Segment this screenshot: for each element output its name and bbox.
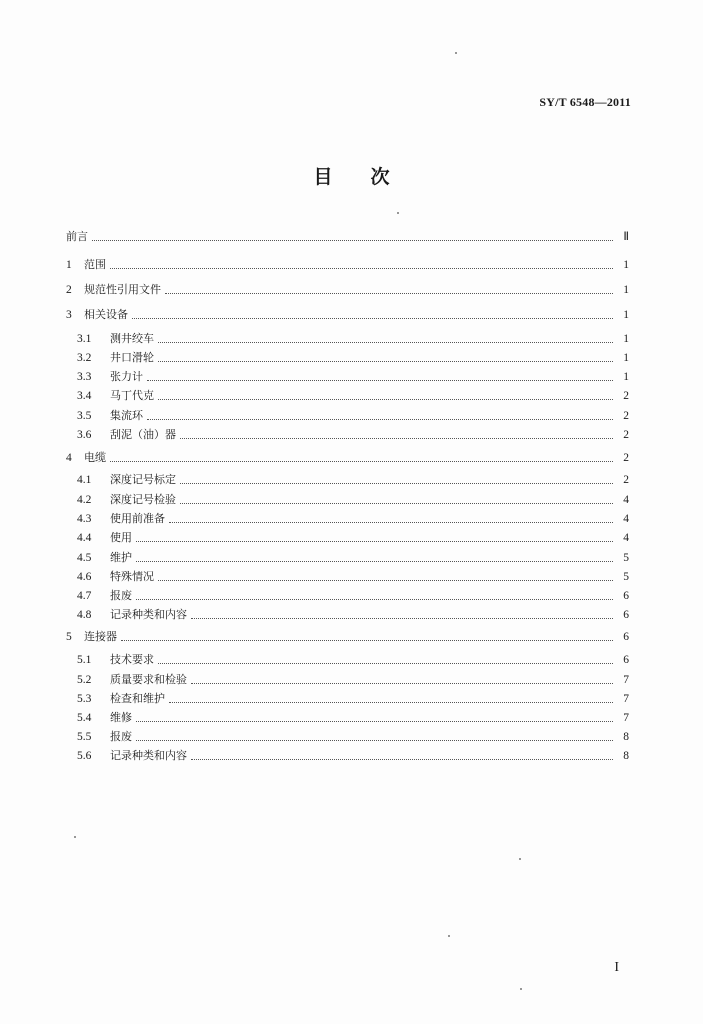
toc-entry-label: 维护 [110,551,132,564]
toc-entry-page: 2 [623,429,629,441]
toc-entry-number: 5.4 [77,712,92,724]
dot-leader [180,483,613,484]
toc-entry-label: 报废 [110,589,132,602]
standard-code: SY/T 6548—2011 [539,95,631,109]
toc-entry-label: 张力计 [110,370,143,383]
scan-speck [74,836,76,838]
dot-leader [147,419,613,420]
toc-entry-label: 电缆 [84,451,106,464]
dot-leader [110,268,613,269]
toc-entry [66,491,629,507]
toc-entry-label: 技术要求 [110,653,154,666]
dot-leader [180,438,613,439]
toc-entry-page: 8 [623,731,629,743]
toc-entry-page: 1 [623,309,629,321]
toc-entry [66,306,629,322]
toc-entry [66,709,629,725]
toc-entry-number: 3.3 [77,371,92,383]
toc-entry-label: 检查和维护 [110,692,165,705]
toc-entry-number: 4.1 [77,474,92,486]
toc-entry-number: 5.6 [77,750,92,762]
toc-entry-page: 4 [623,532,629,544]
dot-leader [165,293,613,294]
dot-leader [191,683,613,684]
scan-speck [520,988,522,990]
page-title: 目次 [313,166,428,188]
toc-entry-page: 5 [623,552,629,564]
toc-entry-label: 使用 [110,531,132,544]
toc-entry [66,568,629,584]
toc-entry-label: 刮泥（油）器 [110,428,176,441]
toc-entry [66,529,629,545]
toc-entry-page: 6 [623,654,629,666]
scan-speck [448,935,450,937]
dot-leader [158,663,613,664]
toc-entry-label: 质量要求和检验 [110,673,187,686]
toc-entry-label: 深度记号检验 [110,493,176,506]
toc-entry-page: 7 [623,674,629,686]
toc-entry [66,349,629,365]
toc-entry-label: 规范性引用文件 [84,283,161,296]
toc-entry-label: 记录种类和内容 [110,608,187,621]
dot-leader [92,240,613,241]
dot-leader [158,361,613,362]
toc-entry [66,281,629,297]
toc-entry-label: 使用前准备 [110,512,165,525]
toc-entry-number: 5.5 [77,731,92,743]
toc-entry-page: 5 [623,571,629,583]
toc-entry-page: 2 [623,410,629,422]
toc-entry [66,728,629,744]
toc-entry-label: 连接器 [84,630,117,643]
dot-leader [169,522,613,523]
dot-leader [191,759,613,760]
toc-entry [66,510,629,526]
toc-entry-page: 1 [623,284,629,296]
toc-entry-page: 1 [623,352,629,364]
toc-entry [66,256,629,272]
toc-entry-page: Ⅱ [623,231,629,243]
dot-leader [136,599,613,600]
dot-leader [136,541,613,542]
toc-entry [66,747,629,763]
toc-entry-number: 4 [66,452,72,464]
dot-leader [110,461,613,462]
toc-entry-label: 报废 [110,730,132,743]
toc-entry-number: 4.4 [77,532,92,544]
toc-entry-number: 1 [66,259,72,271]
toc-entry-number: 3.4 [77,390,92,402]
toc-entry-label: 深度记号标定 [110,473,176,486]
toc-entry-label: 井口滑轮 [110,351,154,364]
toc-entry [66,368,629,384]
toc-entry [66,471,629,487]
toc-entry [66,690,629,706]
toc-entry [66,228,629,244]
toc-entry-number: 5.1 [77,654,92,666]
toc-entry-number: 4.6 [77,571,92,583]
toc-entry-number: 5.3 [77,693,92,705]
page-number: I [614,960,619,975]
toc-entry-number: 4.3 [77,513,92,525]
toc-entry-label: 相关设备 [84,308,128,321]
dot-leader [147,380,613,381]
toc-entry-number: 5 [66,631,72,643]
toc-entry [66,651,629,667]
toc-entry-number: 3.5 [77,410,92,422]
toc-entry-page: 7 [623,712,629,724]
toc-entry-page: 2 [623,452,629,464]
toc-entry-label: 集流环 [110,409,143,422]
toc-entry-page: 2 [623,390,629,402]
toc-entry-page: 2 [623,474,629,486]
toc-entry [66,671,629,687]
toc-entry-page: 1 [623,371,629,383]
dot-leader [136,561,613,562]
scan-speck [455,52,457,54]
toc-entry-number: 4.8 [77,609,92,621]
dot-leader [136,740,613,741]
scan-speck [397,212,399,214]
toc-entry-page: 8 [623,750,629,762]
toc-entry-number: 3.6 [77,429,92,441]
toc-entry [66,387,629,403]
toc-entry-number: 3.2 [77,352,92,364]
toc-entry [66,606,629,622]
toc-entry-label: 维修 [110,711,132,724]
dot-leader [169,702,613,703]
dot-leader [158,342,613,343]
toc-entry [66,628,629,644]
toc-entry-page: 7 [623,693,629,705]
dot-leader [121,640,613,641]
toc-entry-number: 4.2 [77,494,92,506]
toc-entry-number: 2 [66,284,72,296]
toc-entry-page: 6 [623,609,629,621]
toc-entry-page: 6 [623,590,629,602]
toc-entry-page: 4 [623,494,629,506]
toc-entry-number: 3 [66,309,72,321]
dot-leader [180,503,613,504]
toc-entry-label: 范围 [84,258,106,271]
toc-entry-page: 1 [623,333,629,345]
dot-leader [136,721,613,722]
toc-entry-label: 记录种类和内容 [110,749,187,762]
toc-entry-label: 特殊情况 [110,570,154,583]
toc-entry-number: 4.7 [77,590,92,602]
dot-leader [158,399,613,400]
toc-entry [66,449,629,465]
scan-speck [519,858,521,860]
toc-entry-label: 测井绞车 [110,332,154,345]
dot-leader [132,318,613,319]
toc-entry-number: 3.1 [77,333,92,345]
toc-entry-number: 4.5 [77,552,92,564]
toc-entry [66,549,629,565]
toc-entry-page: 1 [623,259,629,271]
toc-entry-page: 6 [623,631,629,643]
dot-leader [158,580,613,581]
toc-entry [66,587,629,603]
toc-entry [66,330,629,346]
toc-entry-label: 马丁代克 [110,389,154,402]
toc-entry-page: 4 [623,513,629,525]
toc-entry [66,426,629,442]
toc-entry [66,407,629,423]
toc-entry-number: 5.2 [77,674,92,686]
dot-leader [191,618,613,619]
toc-entry-label: 前言 [66,230,88,243]
